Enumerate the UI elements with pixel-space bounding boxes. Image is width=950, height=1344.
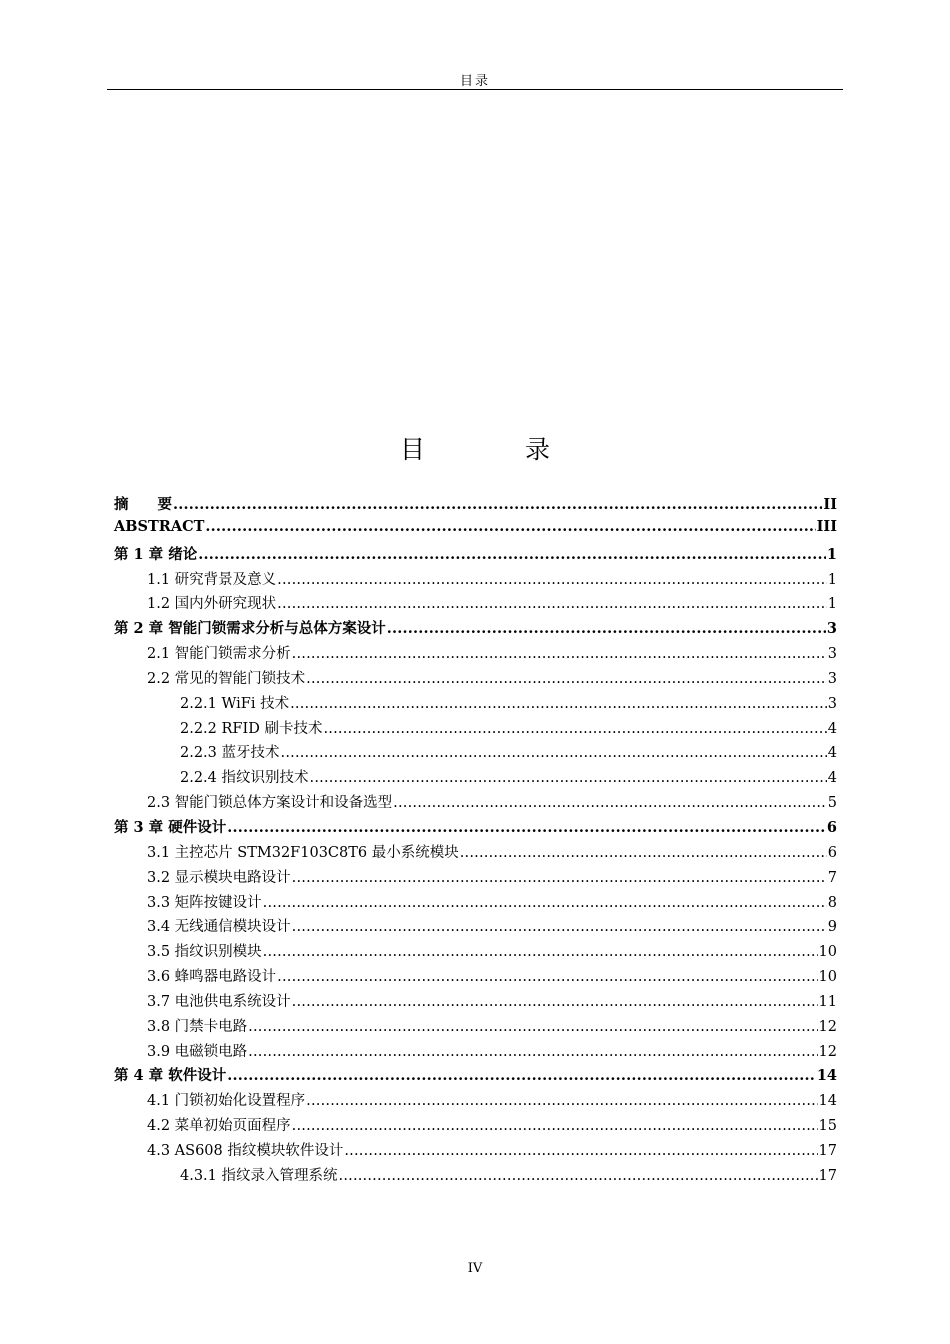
toc-entry[interactable] — [114, 965, 837, 990]
toc-dot-leader — [339, 1168, 818, 1184]
toc-dot-leader — [227, 819, 826, 836]
toc-entry-page: 7 — [827, 869, 837, 886]
toc-entry-label: 2.2.3 蓝牙技术 — [180, 745, 280, 762]
toc-entry-label: 第 3 章 硬件设计 — [114, 818, 227, 836]
toc-dot-leader — [248, 1019, 817, 1035]
toc-entry[interactable] — [114, 493, 837, 518]
toc-entry-page: III — [816, 517, 837, 535]
toc-entry-label: 3.6 蜂鸣器电路设计 — [147, 969, 277, 986]
toc-entry[interactable] — [114, 816, 837, 841]
toc-entry[interactable] — [114, 791, 837, 816]
toc-entry-page: 8 — [827, 894, 837, 911]
toc-entry[interactable] — [114, 1064, 837, 1089]
toc-entry[interactable] — [114, 741, 837, 766]
toc-entry-label: 4.3.1 指纹录入管理系统 — [180, 1167, 338, 1184]
toc-dot-leader — [292, 870, 827, 886]
header-rule — [107, 89, 843, 90]
toc-entry-page: 4 — [827, 770, 837, 787]
toc-entry[interactable] — [114, 717, 837, 742]
toc-dot-leader — [290, 696, 827, 712]
toc-entry-label: 3.1 主控芯片 STM32F103C8T6 最小系统模块 — [147, 844, 459, 861]
toc-entry-label: 3.2 显示模块电路设计 — [147, 869, 291, 886]
toc-dot-leader — [310, 770, 827, 786]
toc-entry-label: 2.1 智能门锁需求分析 — [147, 646, 291, 663]
toc-entry-page: 4 — [827, 745, 837, 762]
toc-entry-label: 3.4 无线通信模块设计 — [147, 919, 291, 936]
toc-dot-leader — [306, 671, 827, 687]
toc-entry-page: 10 — [818, 969, 837, 986]
toc-entry-label: 2.2 常见的智能门锁技术 — [147, 670, 306, 687]
toc-dot-leader — [323, 721, 826, 737]
toc-entry[interactable] — [114, 592, 837, 617]
toc-dot-leader — [292, 1118, 818, 1134]
toc-dot-leader — [387, 620, 826, 637]
toc-dot-leader — [277, 969, 817, 985]
toc-entry-page: 3 — [827, 646, 837, 663]
running-header: 目录 — [459, 74, 490, 89]
toc-entry-page: 12 — [818, 1018, 837, 1035]
toc-entry[interactable] — [114, 1139, 837, 1164]
toc-entry[interactable] — [114, 915, 837, 940]
toc-entry-label: 3.3 矩阵按键设计 — [147, 894, 262, 911]
toc-dot-leader — [173, 496, 822, 513]
toc-dot-leader — [277, 572, 827, 588]
toc-entry-label: 第 1 章 绪论 — [114, 545, 198, 563]
toc-entry[interactable] — [114, 642, 837, 667]
toc-entry-label: 3.7 电池供电系统设计 — [147, 993, 291, 1010]
toc-entry-label: 第 2 章 智能门锁需求分析与总体方案设计 — [114, 620, 386, 638]
toc-entry-page: 3 — [827, 695, 837, 712]
toc-entry-page: 14 — [816, 1067, 837, 1085]
toc-dot-leader — [198, 546, 826, 563]
toc-entry-label: 1.2 国内外研究现状 — [147, 596, 277, 613]
toc-dot-leader — [393, 795, 827, 811]
toc-entry[interactable] — [114, 841, 837, 866]
toc-entry-page: 11 — [818, 993, 837, 1010]
toc-entry-page: 17 — [818, 1167, 837, 1184]
toc-entry-page: 4 — [827, 720, 837, 737]
toc-entry[interactable] — [114, 866, 837, 891]
toc-entry-page: 1 — [826, 545, 837, 563]
toc-entry[interactable] — [114, 617, 837, 642]
toc-entry[interactable] — [114, 568, 837, 593]
table-of-contents — [114, 493, 837, 1189]
toc-dot-leader — [292, 646, 827, 662]
toc-entry-page: 6 — [826, 818, 837, 836]
toc-entry-page: 10 — [818, 944, 837, 961]
toc-entry-page: 14 — [818, 1093, 837, 1110]
toc-entry-label: ABSTRACT — [114, 517, 205, 535]
toc-entry-page: 17 — [818, 1142, 837, 1159]
toc-entry[interactable] — [114, 940, 837, 965]
toc-entry-label: 3.8 门禁卡电路 — [147, 1018, 248, 1035]
toc-entry-label: 2.2.2 RFID 刷卡技术 — [180, 720, 323, 737]
toc-entry-label: 4.3 AS608 指纹模块软件设计 — [147, 1142, 344, 1159]
toc-dot-leader — [344, 1143, 817, 1159]
toc-entry-page: 6 — [827, 844, 837, 861]
toc-entry[interactable] — [114, 1114, 837, 1139]
toc-entry-page: 15 — [818, 1118, 837, 1135]
toc-entry-page: 1 — [827, 571, 837, 588]
toc-dot-leader — [460, 845, 827, 861]
toc-entry[interactable] — [114, 518, 837, 543]
toc-entry[interactable] — [114, 766, 837, 791]
toc-dot-leader — [263, 944, 818, 960]
toc-entry-label: 4.2 菜单初始页面程序 — [147, 1118, 291, 1135]
toc-entry-page: 1 — [827, 596, 837, 613]
toc-dot-leader — [306, 1093, 817, 1109]
toc-dot-leader — [205, 518, 815, 535]
toc-entry-page: 5 — [827, 795, 837, 812]
toc-entry[interactable] — [114, 1015, 837, 1040]
toc-entry-label: 2.3 智能门锁总体方案设计和设备选型 — [147, 795, 393, 812]
toc-entry-label: 摘 要 — [114, 496, 172, 513]
toc-entry[interactable] — [114, 667, 837, 692]
toc-entry-label: 3.5 指纹识别模块 — [147, 944, 262, 961]
toc-dot-leader — [227, 1067, 816, 1084]
toc-entry-page: 3 — [826, 620, 837, 638]
toc-entry[interactable] — [114, 543, 837, 568]
toc-entry-label: 第 4 章 软件设计 — [114, 1067, 227, 1085]
page-title: 目 录 — [400, 435, 596, 464]
toc-entry-page: 3 — [827, 670, 837, 687]
toc-entry[interactable] — [114, 990, 837, 1015]
toc-entry[interactable] — [114, 891, 837, 916]
toc-dot-leader — [277, 596, 827, 612]
toc-entry[interactable] — [114, 1089, 837, 1114]
toc-entry[interactable] — [114, 692, 837, 717]
toc-entry-label: 3.9 电磁锁电路 — [147, 1043, 248, 1060]
toc-entry-label: 2.2.1 WiFi 技术 — [180, 695, 290, 712]
toc-entry-page: II — [823, 496, 837, 513]
toc-dot-leader — [248, 1044, 817, 1060]
toc-entry-label: 2.2.4 指纹识别技术 — [180, 770, 309, 787]
toc-entry-page: 12 — [818, 1043, 837, 1060]
toc-entry[interactable] — [114, 1164, 837, 1189]
toc-entry-label: 4.1 门锁初始化设置程序 — [147, 1093, 306, 1110]
toc-entry-page: 9 — [827, 919, 837, 936]
page-number: IV — [467, 1261, 483, 1276]
toc-entry[interactable] — [114, 1040, 837, 1065]
toc-dot-leader — [292, 919, 827, 935]
toc-entry-label: 1.1 研究背景及意义 — [147, 571, 277, 588]
toc-dot-leader — [263, 895, 827, 911]
toc-dot-leader — [292, 994, 818, 1010]
toc-dot-leader — [281, 745, 827, 761]
